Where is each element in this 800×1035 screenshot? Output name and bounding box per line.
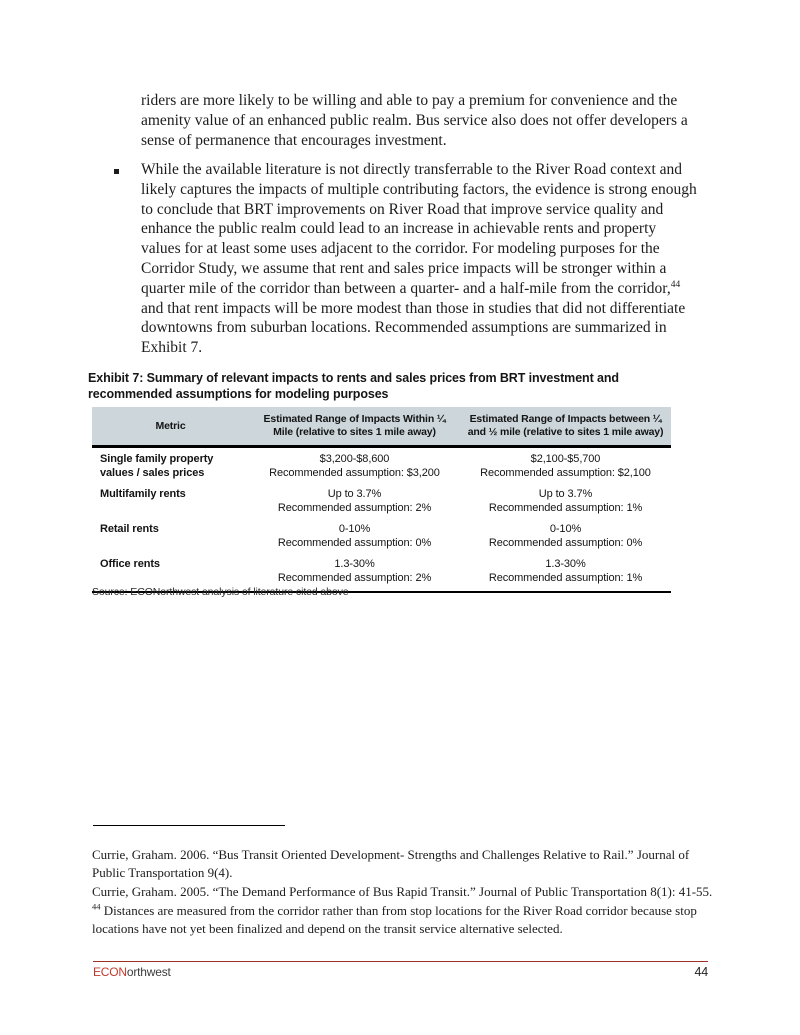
- exhibit-7-title: Exhibit 7: Summary of relevant impacts to rents and sales prices from BRT investment and recommended assumptions for modeling purposes: [88, 371, 619, 401]
- footnote-44: [92, 902, 714, 937]
- metric-label: Single family property values / sales prices: [100, 453, 214, 479]
- bullet-text-before-ref: While the available literature is not directly transferrable to the River Road context and likely captures the impacts of multiple contributing factors, the evidence is strong enough to conclude that BRT improvements on River Road that improve service quality and enhance the public realm could lead to an increase in achievable rents and property values for at least some uses adjacent to the corridor. For modeling purposes for the Corridor Study, we assume that rent and sales price impacts will be stronger within a quarter mile of the corridor than between a quarter- and a half-mile from the corridor,: [141, 161, 697, 297]
- logo-northwest-part: orthwest: [126, 965, 171, 979]
- value-assumption: Recommended assumption: 1%: [488, 571, 643, 584]
- value-range: Up to 3.7%: [327, 488, 382, 500]
- value-range: 0-10%: [549, 523, 582, 535]
- value-range: 1.3-30%: [545, 558, 586, 570]
- table-row-retail: [92, 518, 671, 553]
- footnote-44-marker: 44: [92, 901, 101, 912]
- logo-econ-part: ECON: [93, 965, 127, 979]
- value-cell: [460, 553, 671, 592]
- value-assumption: Recommended assumption: 0%: [488, 536, 643, 549]
- page-number: 44: [694, 965, 708, 979]
- footnote-44-text: Distances are measured from the corridor rather than from stop locations for the River Road corridor because stop locations have not yet been finalized and depend on the transit service alternative selected.: [92, 903, 697, 936]
- footnote-separator-rule: [93, 825, 285, 826]
- bullet-item: [113, 160, 699, 358]
- value-assumption: Recommended assumption: 0%: [277, 536, 432, 549]
- value-range: 0-10%: [338, 523, 371, 535]
- bullet-square-icon: [114, 169, 119, 174]
- value-range: $3,200-$8,600: [319, 453, 390, 465]
- bullet-text-after-ref: and that rent impacts will be more modest than those in studies that did not differentiate downtowns from suburban locations. Recommended assumptions are summarized in Exhibit 7.: [141, 299, 686, 357]
- exhibit-7-table: [92, 407, 671, 593]
- value-cell: [460, 447, 671, 484]
- value-range: Up to 3.7%: [538, 488, 593, 500]
- econorthwest-logo: [93, 965, 171, 979]
- value-cell: [249, 518, 460, 553]
- page-footer: [93, 965, 708, 979]
- value-cell: [249, 483, 460, 518]
- metric-label: Retail rents: [100, 523, 159, 535]
- metric-label: Office rents: [92, 553, 249, 592]
- value-assumption: Recommended assumption: 1%: [488, 501, 643, 514]
- value-assumption: Recommended assumption: 2%: [277, 571, 432, 584]
- footer-rule: [93, 961, 708, 962]
- metric-label: Multifamily rents: [100, 488, 186, 500]
- value-assumption: Recommended assumption: 2%: [277, 501, 432, 514]
- value-range: $2,100-$5,700: [530, 453, 601, 465]
- column-header-half-mile: Estimated Range of Impacts between ¼ and ½ mile (relative to sites 1 mile away): [460, 407, 671, 447]
- value-range: 1.3-30%: [334, 558, 375, 570]
- value-cell: [460, 518, 671, 553]
- body-paragraph-continuation: riders are more likely to be willing and able to pay a premium for convenience and the amenity value of an enhanced public realm. Bus service also does not offer developers a sense of permanence that encourages investment.: [141, 92, 688, 149]
- table-header-row: [92, 407, 671, 447]
- value-assumption: Recommended assumption: $2,100: [480, 466, 651, 479]
- value-cell: [460, 483, 671, 518]
- table-row-multifamily: [92, 483, 671, 518]
- footnote-reference-44: 44: [670, 279, 681, 290]
- table-row-single-family: [92, 447, 671, 484]
- column-header-metric: Metric: [92, 407, 249, 447]
- value-assumption: Recommended assumption: $3,200: [269, 466, 440, 479]
- footnote-currie-2005: Currie, Graham. 2005. “The Demand Performance of Bus Rapid Transit.” Journal of Public Transportation 8(1): 41-55.: [92, 884, 713, 899]
- value-cell: [249, 447, 460, 484]
- table-source-note: Source: ECONorthwest analysis of literature cited above: [92, 586, 349, 598]
- column-header-quarter-mile: Estimated Range of Impacts Within ¼ Mile (relative to sites 1 mile away): [249, 407, 460, 447]
- bullet-text: [141, 160, 699, 358]
- footnote-currie-2006: Currie, Graham. 2006. “Bus Transit Oriented Development- Strengths and Challenges Relative to Rail.” Journal of Public Transportation 9(4).: [92, 847, 690, 880]
